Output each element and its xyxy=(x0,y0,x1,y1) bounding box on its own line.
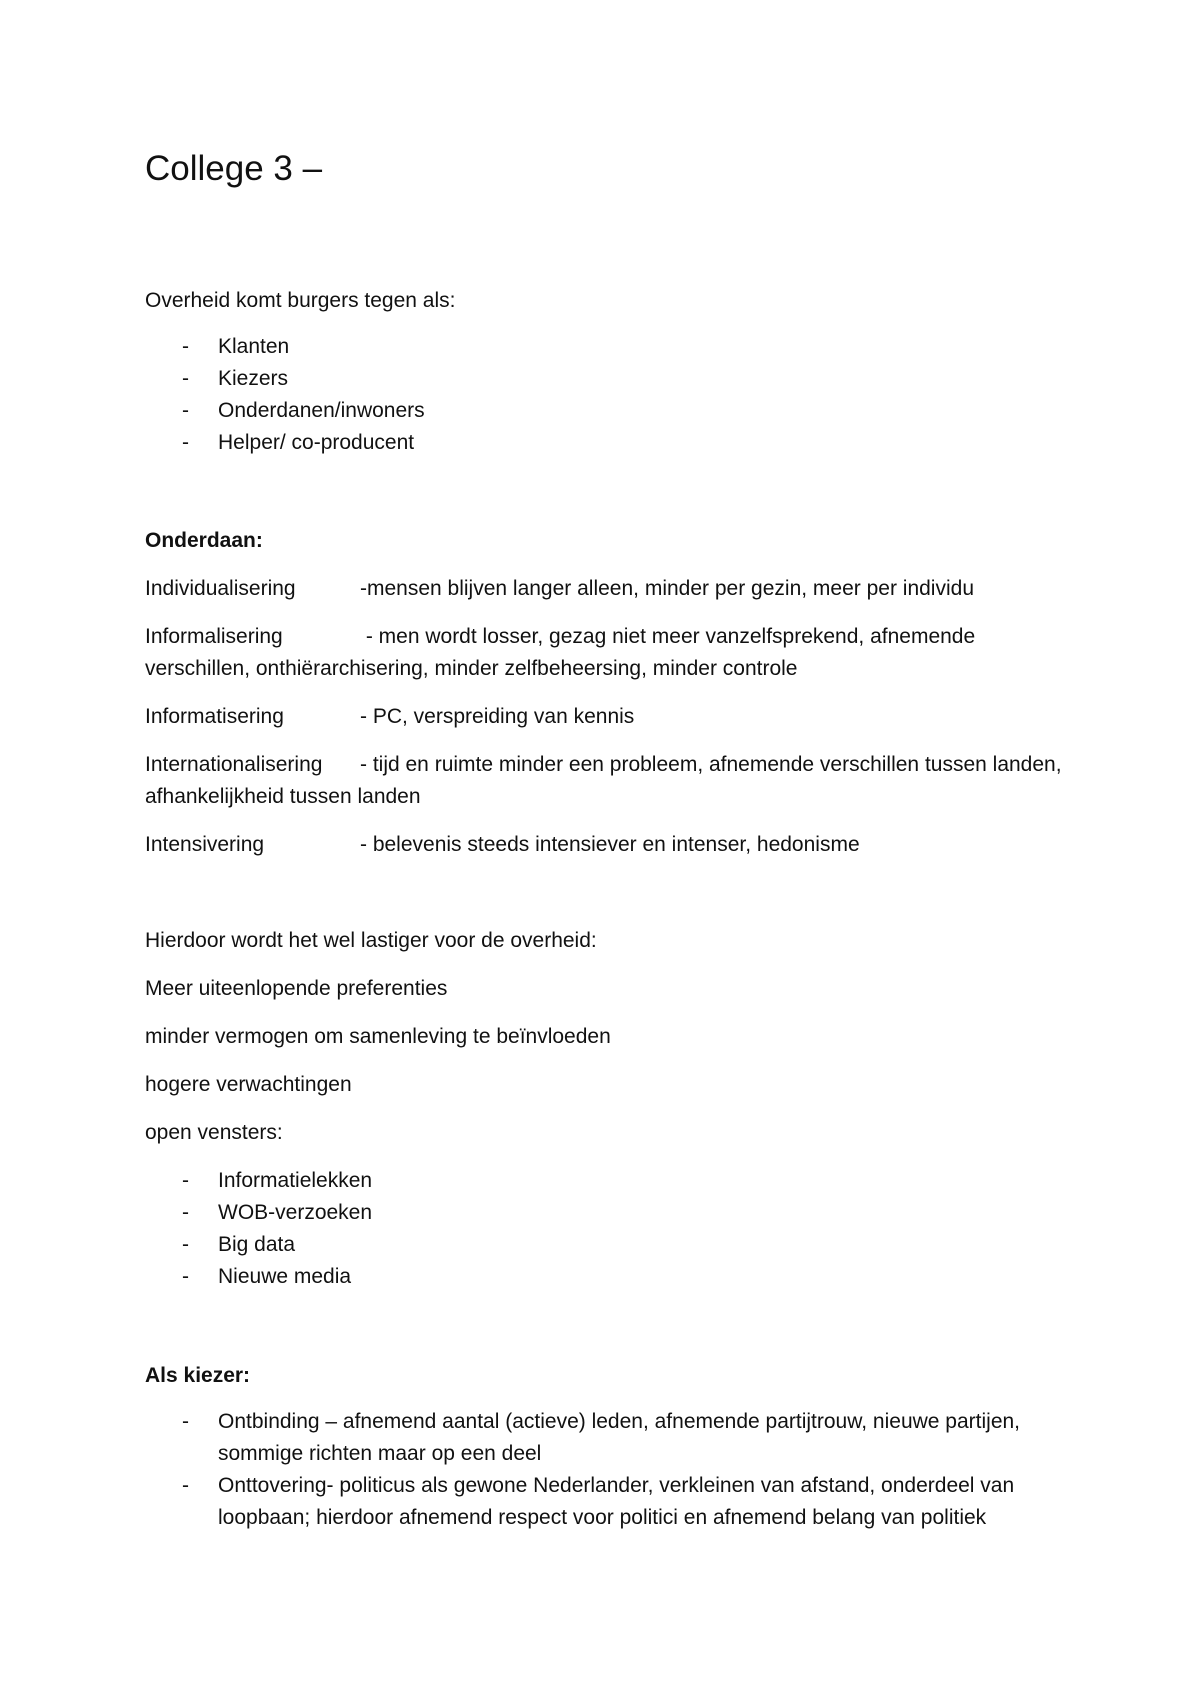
intro-list xyxy=(145,331,1065,459)
kiezer-section xyxy=(145,1360,1065,1534)
term-description: - PC, verspreiding van kennis xyxy=(360,705,635,728)
list-item xyxy=(145,1470,1065,1534)
list-item xyxy=(145,1197,1065,1229)
page-title: College 3 – xyxy=(145,149,323,188)
list-item xyxy=(145,395,1065,427)
intro-heading: Overheid komt burgers tegen als: xyxy=(145,289,456,312)
term-label: Informalisering xyxy=(145,625,283,648)
list-item-text: Kiezers xyxy=(218,367,289,390)
list-item-text: Onttovering- politicus als gewone Nederlander, verkleinen van afstand, onderdeel van loopbaan; hierdoor afnemend respect voor politici en afnemend belang van politiek xyxy=(218,1474,1015,1529)
intro-section xyxy=(145,285,1065,459)
consequences-section xyxy=(145,925,1065,1293)
term-row xyxy=(145,621,1065,685)
term-label: Internationalisering xyxy=(145,753,323,776)
open-windows-list xyxy=(145,1165,1065,1293)
kiezer-heading: Als kiezer: xyxy=(145,1364,251,1387)
list-item-text: Nieuwe media xyxy=(218,1265,352,1288)
term-description: -mensen blijven langer alleen, minder per gezin, meer per individu xyxy=(360,577,974,600)
consequence-line: open vensters: xyxy=(145,1121,283,1144)
list-item xyxy=(145,1165,1065,1197)
term-label: Individualisering xyxy=(145,577,296,600)
list-item xyxy=(145,331,1065,363)
list-item-text: Informatielekken xyxy=(218,1169,373,1192)
term-description: - tijd en ruimte minder een probleem, afnemende verschillen tussen landen, afhankelijkheid tussen landen xyxy=(145,753,1062,808)
list-item xyxy=(145,1261,1065,1293)
list-item xyxy=(145,1229,1065,1261)
list-item-text: WOB-verzoeken xyxy=(218,1201,373,1224)
list-item-text: Big data xyxy=(218,1233,296,1256)
consequence-line: hogere verwachtingen xyxy=(145,1073,352,1096)
consequence-line: minder vermogen om samenleving te beïnvloeden xyxy=(145,1025,611,1048)
dash-bullet: - xyxy=(182,367,189,390)
list-item-text: Ontbinding – afnemend aantal (actieve) leden, afnemende partijtrouw, nieuwe partijen, sommige richten maar op een deel xyxy=(218,1410,1021,1465)
dash-bullet: - xyxy=(182,1474,189,1497)
term-row xyxy=(145,701,1065,733)
dash-bullet: - xyxy=(182,1169,189,1192)
dash-bullet: - xyxy=(182,1410,189,1433)
onderdaan-section xyxy=(145,525,1065,861)
dash-bullet: - xyxy=(182,1265,189,1288)
term-description: - belevenis steeds intensiever en intenser, hedonisme xyxy=(360,833,860,856)
list-item-text: Klanten xyxy=(218,335,290,358)
kiezer-list xyxy=(145,1406,1065,1534)
list-item xyxy=(145,427,1065,459)
term-description: - men wordt losser, gezag niet meer vanzelfsprekend, afnemende verschillen, onthiërarchisering, minder zelfbeheersing, minder controle xyxy=(145,625,976,680)
dash-bullet: - xyxy=(182,1233,189,1256)
consequence-line: Meer uiteenlopende preferenties xyxy=(145,977,448,1000)
list-item-text: Helper/ co-producent xyxy=(218,431,415,454)
consequences-heading: Hierdoor wordt het wel lastiger voor de overheid: xyxy=(145,929,597,952)
term-row xyxy=(145,573,1065,605)
list-item xyxy=(145,1406,1065,1470)
dash-bullet: - xyxy=(182,335,189,358)
onderdaan-heading: Onderdaan: xyxy=(145,529,263,552)
list-item xyxy=(145,363,1065,395)
dash-bullet: - xyxy=(182,431,189,454)
term-label: Intensivering xyxy=(145,833,265,856)
term-label: Informatisering xyxy=(145,705,284,728)
dash-bullet: - xyxy=(182,1201,189,1224)
term-row xyxy=(145,749,1065,813)
term-row xyxy=(145,829,1065,861)
list-item-text: Onderdanen/inwoners xyxy=(218,399,425,422)
dash-bullet: - xyxy=(182,399,189,422)
